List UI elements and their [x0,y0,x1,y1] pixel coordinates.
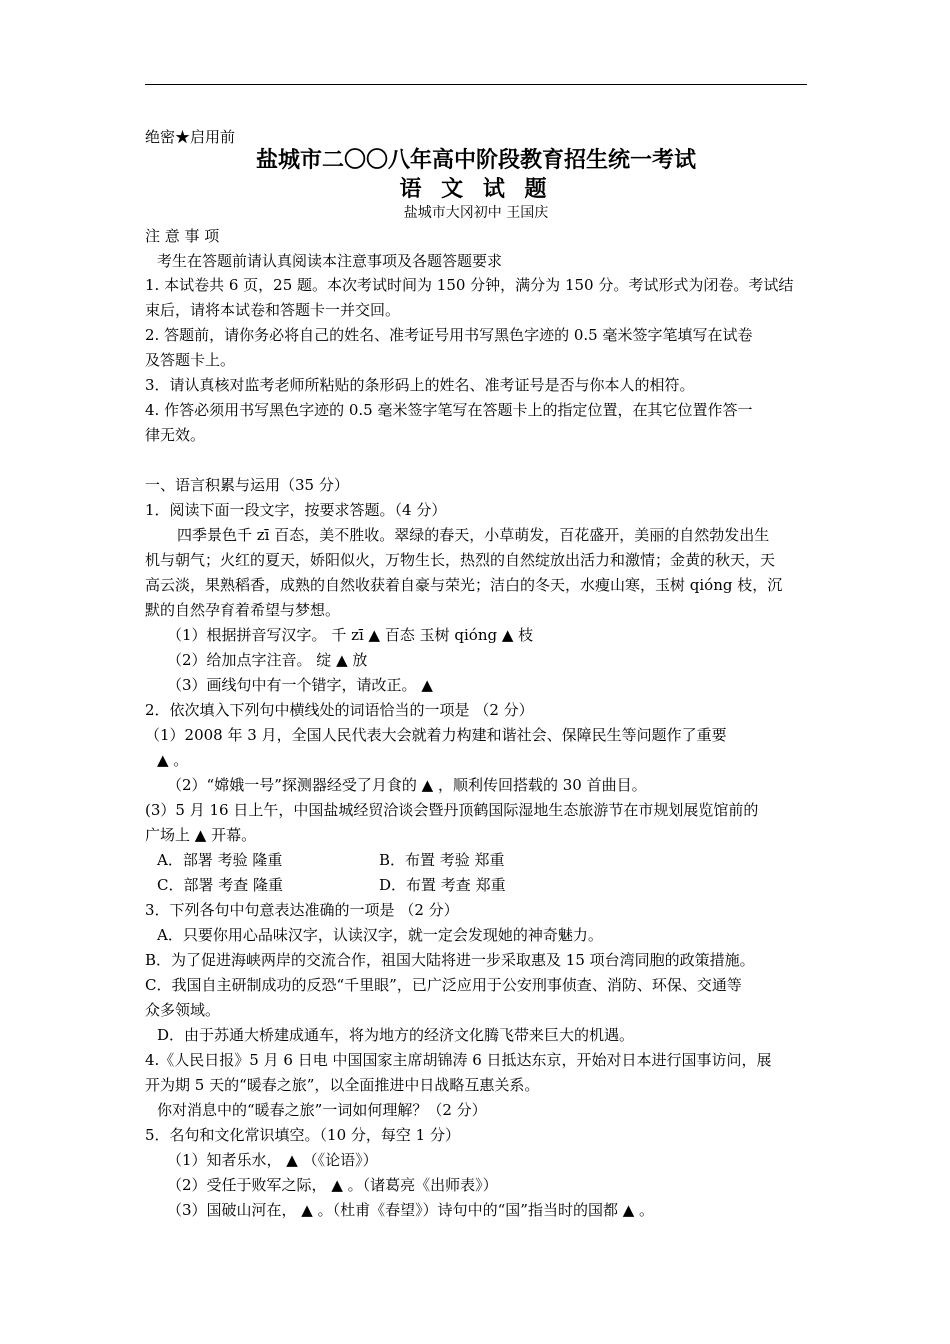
q5-sub1: （1）知者乐水， ▲ （《论语》） [167,1151,378,1169]
q2-option-b: B．布置 考验 郑重 [379,851,505,869]
q3-option-a: A．只要你用心品味汉字，认读汉字，就一定会发现她的神奇魅力。 [157,926,603,944]
q1-passage-line: 四季景色千 zī 百态，美不胜收。翠绿的春天，小草萌发，百花盛开，美丽的自然勃发出生 [177,526,770,544]
q3-stem: 3．下列各句中句意表达准确的一项是 （2 分） [145,901,459,919]
notice-line: 4. 作答必须用书写黑色字迹的 0.5 毫米签字笔写在答题卡上的指定位置，在其它位置作答一 [145,401,753,419]
q1-stem: 1．阅读下面一段文字，按要求答题。（4 分） [145,501,447,519]
notice-intro: 考生在答题前请认真阅读本注意事项及各题答题要求 [157,252,503,270]
q1-sub2: （2）给加点字注音。 绽 ▲ 放 [167,651,368,669]
q1-passage-line: 高云淡，果熟稻香，成熟的自然收获着自豪与荣光；洁白的冬天，水瘦山寒，玉树 qióng 枝，沉 [145,576,783,594]
q2-sentence2: （2）“嫦娥一号”探测器经受了月食的 ▲ ，顺利传回搭载的 30 首曲目。 [167,776,647,794]
q2-option-c: C．部署 考查 隆重 [157,876,284,894]
q2-option-d: D．布置 考查 郑重 [379,876,506,894]
q2-option-a: A．部署 考验 隆重 [157,851,283,869]
q1-passage-line: 默的自然孕育着希望与梦想。 [145,601,341,619]
q3-option-d: D．由于苏通大桥建成通车，将为地方的经济文化腾飞带来巨大的机遇。 [157,1026,635,1044]
q2-stem: 2．依次填入下列句中横线处的词语恰当的一项是 （2 分） [145,701,534,719]
q4-line: 4.《人民日报》5 月 6 日电 中国国家主席胡锦涛 6 日抵达东京，开始对日本进行国事访问，展 [145,1051,772,1069]
q2-sentence1: （1）2008 年 3 月，全国人民代表大会就着力构建和谐社会、保障民生等问题作了重要 [145,726,727,744]
secret-label: 绝密★启用前 [145,128,236,146]
notice-line: 律无效。 [145,426,206,444]
q1-passage-line: 机与朝气；火红的夏天，娇阳似火，万物生长，热烈的自然绽放出活力和激情；金黄的秋天，天 [145,551,776,569]
q4-line: 开为期 5 天的“暖春之旅”，以全面推进中日战略互惠关系。 [145,1076,540,1094]
q5-sub2: （2）受任于败军之际， ▲ 。（诸葛亮《出师表》） [167,1176,498,1194]
q2-sentence1-cont: ▲ 。 [157,751,189,769]
q3-option-c-cont: 众多领域。 [145,1001,221,1019]
notice-line: 及答题卡上。 [145,351,236,369]
exam-author: 盐城市大冈初中 王国庆 [403,205,549,221]
exam-title: 盐城市二〇〇八年高中阶段教育招生统一考试 [255,148,696,173]
notice-line: 3．请认真核对监考老师所粘贴的条形码上的姓名、准考证号是否与你本人的相符。 [145,376,695,394]
q3-option-b: B．为了促进海峡两岸的交流合作，祖国大陆将进一步采取惠及 15 项台湾同胞的政策措施。 [145,951,755,969]
notice-heading: 注 意 事 项 [145,227,220,245]
q2-sentence3: (3）5 月 16 日上午，中国盐城经贸洽谈会暨丹顶鹤国际湿地生态旅游节在市规划展览馆前的 [145,801,759,819]
notice-line: 束后，请将本试卷和答题卡一并交回。 [145,301,401,319]
q1-sub3: （3）画线句中有一个错字，请改正。 ▲ [167,676,433,694]
top-rule [145,84,807,85]
notice-line: 1. 本试卷共 6 页，25 题。本次考试时间为 150 分钟，满分为 150 分。考试形式为闭卷。考试结 [145,276,794,294]
q4-question: 你对消息中的“暖春之旅”一词如何理解？（2 分） [157,1101,487,1119]
section-heading: 一、语言积累与运用（35 分） [145,476,349,494]
q5-sub3: （3）国破山河在， ▲ 。（杜甫《春望》）诗句中的“国”指当时的国都 ▲ 。 [167,1201,655,1219]
q5-stem: 5．名句和文化常识填空。（10 分，每空 1 分） [145,1126,460,1144]
notice-line: 2. 答题前，请你务必将自己的姓名、准考证号用书写黑色字迹的 0.5 毫米签字笔填写在试卷 [145,326,753,344]
exam-subtitle: 语 文 试 题 [399,177,553,202]
q2-sentence3-cont: 广场上 ▲ 开幕。 [145,826,257,844]
q1-sub1: （1）根据拼音写汉字。 千 zī ▲ 百态 玉树 qióng ▲ 枝 [167,626,534,644]
q3-option-c: C．我国自主研制成功的反恐“千里眼”，已广泛应用于公安刑事侦查、消防、环保、交通等 [145,976,742,994]
